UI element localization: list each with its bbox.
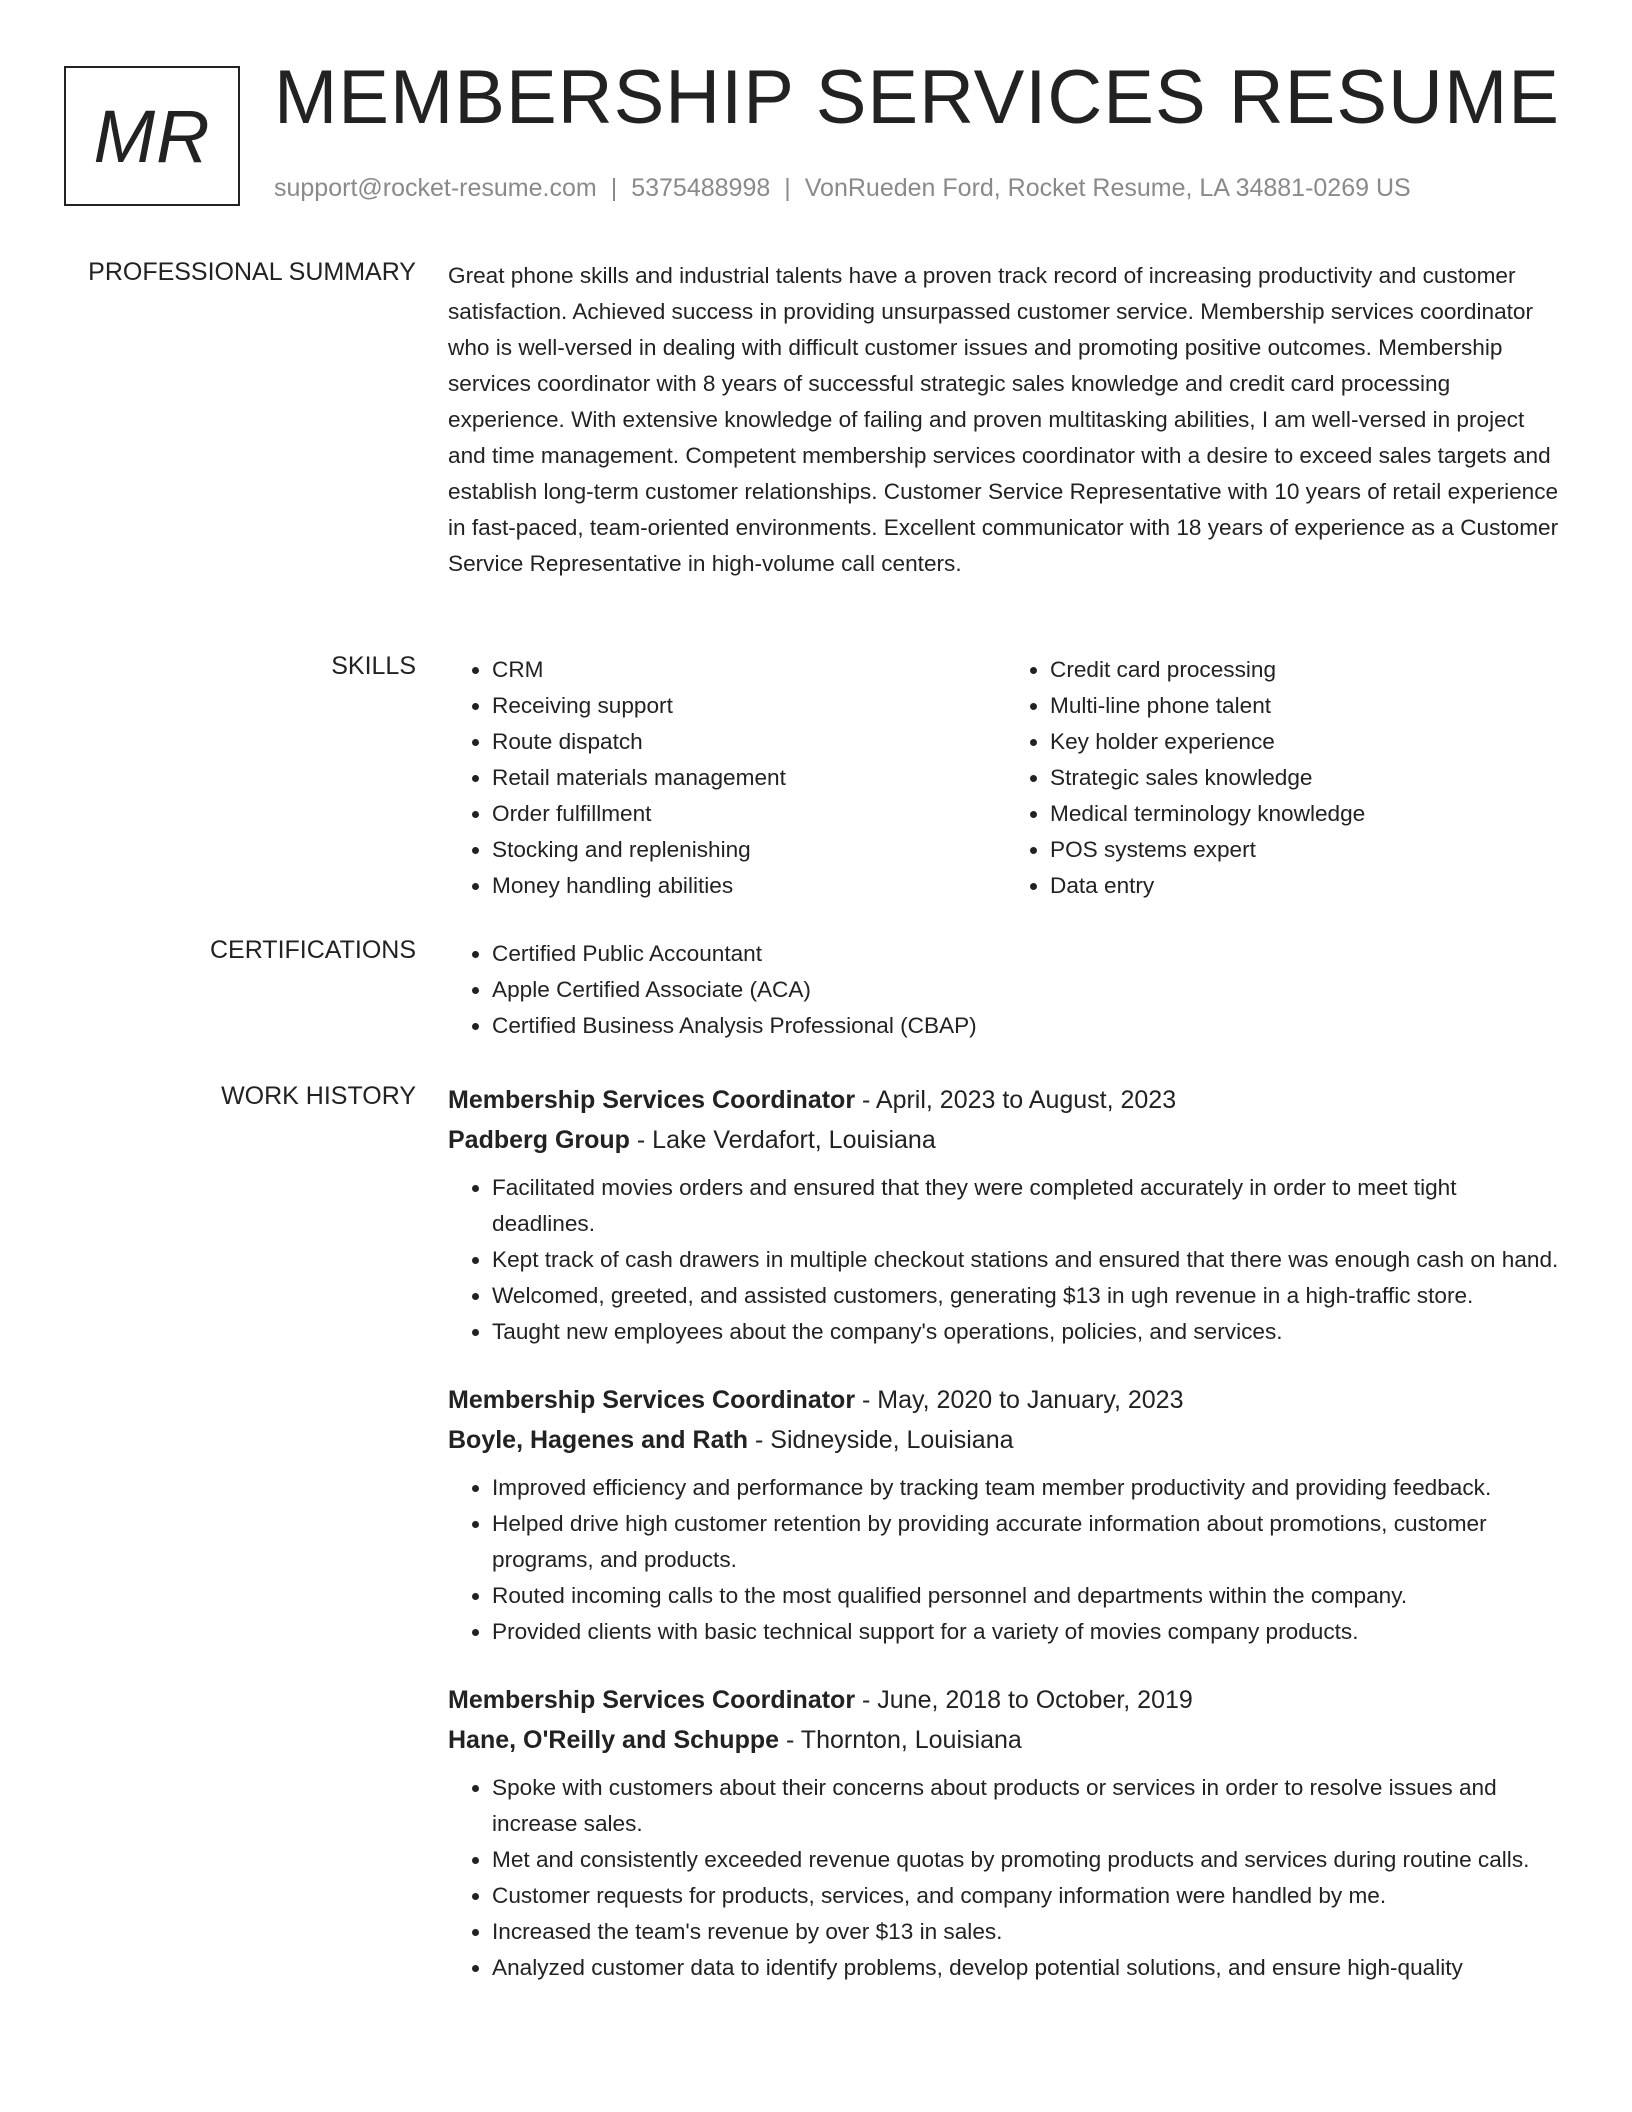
section-label-skills: SKILLS bbox=[331, 652, 416, 680]
job-entry bbox=[448, 1680, 1564, 1986]
skill-item: • Medical terminology knowledge bbox=[1050, 796, 1564, 832]
contact-separator: | bbox=[610, 174, 618, 202]
job-entry bbox=[448, 1380, 1564, 1650]
certifications-list bbox=[448, 936, 1564, 1044]
job-location: - Sidneyside, Louisiana bbox=[748, 1426, 1014, 1454]
contact-email: support@rocket-resume.com bbox=[274, 174, 597, 202]
job-duty: • Spoke with customers about their concerns about products or services in order to resolve issues and increase sales. bbox=[492, 1770, 1564, 1842]
skill-item: • POS systems expert bbox=[1050, 832, 1564, 868]
skills-list-left bbox=[448, 652, 1006, 904]
skill-item: • Order fulfillment bbox=[492, 796, 1006, 832]
skill-item: • CRM bbox=[492, 652, 1006, 688]
job-duty: • Facilitated movies orders and ensured that they were completed accurately in order to meet tight deadlines. bbox=[492, 1170, 1564, 1242]
job-duty: • Customer requests for products, services, and company information were handled by me. bbox=[492, 1878, 1564, 1914]
job-company-line bbox=[448, 1420, 1564, 1460]
job-location: - Lake Verdafort, Louisiana bbox=[629, 1126, 936, 1154]
job-company-line bbox=[448, 1720, 1564, 1760]
summary-body bbox=[448, 258, 1564, 582]
section-label-summary: PROFESSIONAL SUMMARY bbox=[88, 258, 416, 286]
job-duties-list bbox=[448, 1770, 1564, 1986]
contact-phone: 5375488998 bbox=[631, 174, 771, 202]
skills-body bbox=[448, 652, 1564, 904]
job-duty: • Welcomed, greeted, and assisted customers, generating $13 in ugh revenue in a high-traffic store. bbox=[492, 1278, 1564, 1314]
job-company: Hane, O'Reilly and Schuppe bbox=[448, 1726, 780, 1754]
skill-item: • Credit card processing bbox=[1050, 652, 1564, 688]
skill-item: • Data entry bbox=[1050, 868, 1564, 904]
job-title-line bbox=[448, 1680, 1564, 1720]
job-dates: - May, 2020 to January, 2023 bbox=[855, 1386, 1184, 1414]
contact-line bbox=[274, 174, 1411, 203]
job-company: Padberg Group bbox=[448, 1126, 630, 1154]
job-location: - Thornton, Louisiana bbox=[779, 1726, 1022, 1754]
job-duty: • Improved efficiency and performance by tracking team member productivity and providing feedback. bbox=[492, 1470, 1564, 1506]
job-company-line bbox=[448, 1120, 1564, 1160]
skill-item: • Key holder experience bbox=[1050, 724, 1564, 760]
skill-item: • Strategic sales knowledge bbox=[1050, 760, 1564, 796]
skill-item: • Route dispatch bbox=[492, 724, 1006, 760]
job-dates: - April, 2023 to August, 2023 bbox=[855, 1086, 1177, 1114]
summary-text: Great phone skills and industrial talents have a proven track record of increasing productivity and customer satisfaction. Achieved success in providing unsurpassed customer service. Membership services coordinator who is well-versed in dealing with difficult customer issues and promoting positive outcomes. Membership services coordinator with 8 years of successful strategic sales knowledge and credit card processing experience. With extensive knowledge of failing and proven multitasking abilities, I am well-versed in project and time management. Competent membership services coordinator with a desire to exceed sales targets and establish long-term customer relationships. Customer Service Representative with 10 years of retail experience in fast-paced, team-oriented environments. Excellent communicator with 18 years of experience as a Customer Service Representative in high-volume call centers. bbox=[448, 263, 1559, 576]
skill-item: • Multi-line phone talent bbox=[1050, 688, 1564, 724]
job-duty: • Provided clients with basic technical support for a variety of movies company products. bbox=[492, 1614, 1564, 1650]
certification-item: • Certified Public Accountant bbox=[492, 936, 1564, 972]
skill-item: • Receiving support bbox=[492, 688, 1006, 724]
job-entry bbox=[448, 1080, 1564, 1350]
job-dates: - June, 2018 to October, 2019 bbox=[855, 1686, 1193, 1714]
job-duty: • Met and consistently exceeded revenue quotas by promoting products and services during routine calls. bbox=[492, 1842, 1564, 1878]
skill-item: • Retail materials management bbox=[492, 760, 1006, 796]
certification-item: • Certified Business Analysis Professional (CBAP) bbox=[492, 1008, 1564, 1044]
job-title-line bbox=[448, 1080, 1564, 1120]
skills-list-right bbox=[1006, 652, 1564, 904]
job-duties-list bbox=[448, 1170, 1564, 1350]
work-history-body bbox=[448, 1080, 1564, 2016]
job-title-line bbox=[448, 1380, 1564, 1420]
job-company: Boyle, Hagenes and Rath bbox=[448, 1426, 749, 1454]
skill-item: • Money handling abilities bbox=[492, 868, 1006, 904]
contact-separator: | bbox=[784, 174, 791, 202]
resume-title: MEMBERSHIP SERVICES RESUME bbox=[274, 55, 1560, 140]
job-duty: • Kept track of cash drawers in multiple checkout stations and ensured that there was enough cash on hand. bbox=[492, 1242, 1564, 1278]
job-duties-list bbox=[448, 1470, 1564, 1650]
job-title: Membership Services Coordinator bbox=[448, 1086, 856, 1114]
job-duty: • Taught new employees about the company's operations, policies, and services. bbox=[492, 1314, 1564, 1350]
job-duty: • Routed incoming calls to the most qualified personnel and departments within the company. bbox=[492, 1578, 1564, 1614]
section-label-certifications: CERTIFICATIONS bbox=[209, 936, 416, 964]
job-duty: • Analyzed customer data to identify problems, develop potential solutions, and ensure high-quality bbox=[492, 1950, 1564, 1986]
job-title: Membership Services Coordinator bbox=[448, 1386, 856, 1414]
monogram-logo: MR bbox=[64, 66, 240, 206]
job-duty: • Increased the team's revenue by over $13 in sales. bbox=[492, 1914, 1564, 1950]
skill-item: • Stocking and replenishing bbox=[492, 832, 1006, 868]
certification-item: • Apple Certified Associate (ACA) bbox=[492, 972, 1564, 1008]
contact-address: VonRueden Ford, Rocket Resume, LA 34881-0269 US bbox=[804, 174, 1411, 202]
job-title: Membership Services Coordinator bbox=[448, 1686, 856, 1714]
job-duty: • Helped drive high customer retention by providing accurate information about promotions, customer programs, and products. bbox=[492, 1506, 1564, 1578]
certifications-body bbox=[448, 936, 1564, 1044]
section-label-work-history: WORK HISTORY bbox=[221, 1082, 416, 1110]
